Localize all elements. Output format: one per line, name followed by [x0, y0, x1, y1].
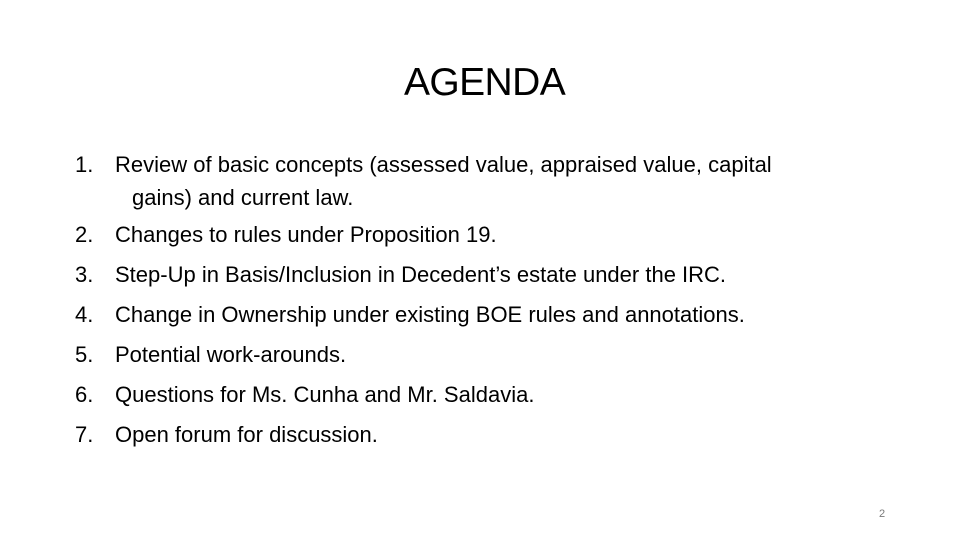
agenda-item-5	[75, 335, 875, 375]
agenda-item-number: 2.	[75, 222, 94, 247]
agenda-item-7	[75, 415, 875, 455]
agenda-item-text: Potential work-arounds.	[115, 342, 347, 367]
agenda-item-text-line-2: gains) and current law.	[132, 185, 354, 210]
agenda-item-3	[75, 255, 875, 295]
agenda-list	[75, 145, 875, 455]
agenda-item-text: Changes to rules under Proposition 19.	[115, 222, 497, 247]
agenda-item-text: Open forum for discussion.	[115, 422, 378, 447]
agenda-item-number: 3.	[75, 262, 94, 287]
agenda-item-2	[75, 215, 875, 255]
agenda-item-text: Step-Up in Basis/Inclusion in Decedent’s estate under the IRC.	[115, 262, 727, 287]
slide-title: AGENDA	[404, 61, 566, 104]
agenda-item-1	[75, 145, 875, 215]
agenda-item-number: 4.	[75, 302, 94, 327]
agenda-item-4	[75, 295, 875, 335]
agenda-item-number: 7.	[75, 422, 94, 447]
agenda-item-text: Questions for Ms. Cunha and Mr. Saldavia.	[115, 382, 535, 407]
agenda-item-text: Change in Ownership under existing BOE rules and annotations.	[115, 302, 745, 327]
agenda-item-number: 1.	[75, 152, 94, 177]
agenda-item-6	[75, 375, 875, 415]
agenda-item-text-line-1: Review of basic concepts (assessed value, appraised value, capital	[115, 152, 772, 177]
agenda-item-number: 5.	[75, 342, 94, 367]
agenda-item-text	[115, 145, 875, 215]
agenda-item-number: 6.	[75, 382, 94, 407]
page-number: 2	[878, 508, 886, 520]
